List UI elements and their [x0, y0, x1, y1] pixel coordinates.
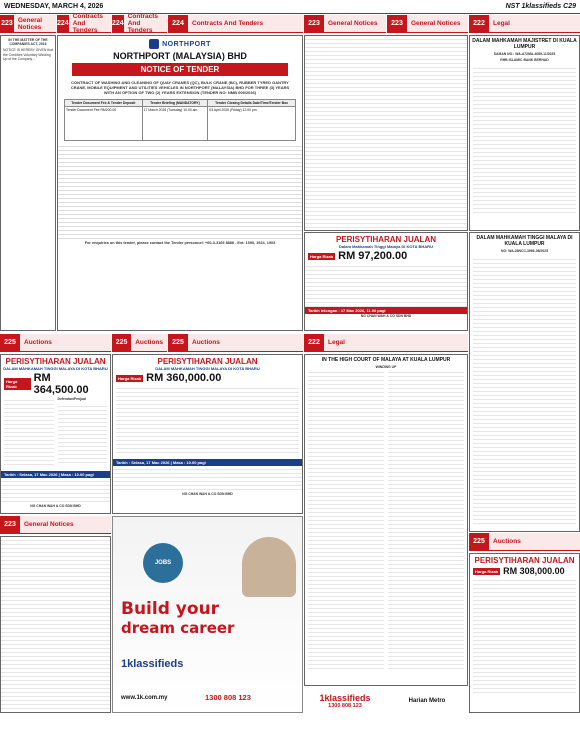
- section-number: 225: [112, 334, 131, 351]
- section-header: [304, 334, 468, 352]
- section-header: [168, 334, 303, 352]
- auction-title: PERISYTIHARAN JUALAN: [474, 556, 575, 565]
- section-number: 223: [0, 516, 20, 533]
- section-label: General Notices: [17, 16, 43, 31]
- page-header: [0, 0, 580, 14]
- general-notice: [304, 35, 468, 231]
- section-number: 223: [387, 15, 407, 32]
- section-label: Legal: [493, 20, 510, 27]
- section-label: Auctions: [135, 339, 163, 346]
- section-label: Contracts And Tenders: [127, 13, 159, 34]
- auction-details: [116, 385, 299, 455]
- section-number: 222: [304, 334, 324, 351]
- promo-headline: dream career: [121, 619, 235, 637]
- notice-body: NOTICE IS HEREBY GIVEN that the Creditors Voluntary Winding Up of the Company...: [3, 48, 53, 61]
- table-header: Tender Closing Details Date/Time/Tender Box: [208, 100, 296, 107]
- legal-title: IN THE HIGH COURT OF MALAYA AT KUALA LUMPUR: [321, 357, 451, 363]
- brand-text: 1klassifieds: [319, 692, 371, 703]
- reserve-price: [470, 565, 579, 577]
- promo-headline: Build your: [121, 599, 220, 619]
- section-number: 224: [168, 15, 188, 32]
- auction-subtitle: Dalam Mahkamah Tinggi Malaya Di KOTA BHARU: [339, 244, 433, 249]
- logo-text: NORTHPORT: [162, 40, 211, 48]
- tender-description: CONTRACT OF WASHING AND CLEANING OF QUAY CRANES (QC), BULK CRANE (BC), RUBBER TYRED GANTRY CRANE, MOBILE EQUIPMENT AND UTILITIES VEHICLES IN NORTHPORT (MALAYSIA) BHD FOR THREE (3) YEARS WITH AN OPTION OF TWO (2) YEARS EXTENSION (TENDER NO: NMB 009/2026): [70, 80, 290, 95]
- section-label: Auctions: [24, 339, 52, 346]
- auctioneer: NG CHAN WAH & CO SDN BHD: [360, 314, 412, 318]
- publication-name: NST 1klassifieds C29: [505, 3, 576, 10]
- section-number: 222: [469, 15, 489, 32]
- section-label: Contracts And Tenders: [72, 13, 104, 34]
- legal-notice: [469, 232, 580, 532]
- brand-text: 1klassifieds: [121, 658, 184, 670]
- price-label: Harga Rizab: [4, 378, 31, 390]
- section-label: General Notices: [411, 20, 461, 27]
- auction-title: PERISYTIHARAN JUALAN: [335, 235, 436, 244]
- tender-title: NOTICE OF TENDER: [72, 63, 288, 76]
- footer-brand: [304, 688, 386, 713]
- brand-phone: 1300 808 123: [328, 702, 362, 709]
- legal-title: DALAM MAHKAMAH TINGGI MALAYA DI KUALA LUMPUR: [476, 235, 573, 247]
- auction-notice: [0, 354, 111, 514]
- section-header: [0, 334, 111, 352]
- auction-date: Tarikh : Selasa, 17 Mac 2026 | Masa : 10.00 pagi: [113, 459, 302, 466]
- price-value: RM 360,000.00: [146, 372, 222, 384]
- section-header: [0, 15, 56, 33]
- plaintiff: RHB ISLAMIC BANK BERHAD: [500, 58, 549, 63]
- section-label: Contracts And Tenders: [192, 20, 264, 27]
- section-number: 223: [0, 15, 14, 32]
- price-value: RM 364,500.00: [33, 372, 89, 396]
- section-header: [57, 15, 111, 33]
- legal-body: [473, 65, 576, 215]
- section-header: [0, 516, 111, 534]
- auction-subtitle: DALAM MAHKAMAH TINGGI MALAYA DI KOTA BHARU: [3, 366, 108, 371]
- auction-terms: [113, 466, 302, 492]
- section-label: Legal: [328, 339, 345, 346]
- defendant-label: Defendan/Penjual: [57, 397, 86, 401]
- table-header: Tender Briefing (MANDATORY): [142, 100, 208, 107]
- section-label: General Notices: [24, 521, 74, 528]
- tender-enquiry: For enquiries on this tender, please contact the Tender personnel: +60-3-3169 8888 - Ext: 1090, 1924, 1903: [84, 241, 276, 245]
- promo-banner[interactable]: [112, 516, 303, 713]
- auction-date: Tarikh lelongan : 17 Mac 2026, 11.00 pagi: [305, 307, 467, 314]
- section-label: General Notices: [328, 20, 378, 27]
- auction-title: PERISYTIHARAN JUALAN: [5, 357, 106, 366]
- tender-table: [64, 99, 296, 141]
- auction-notice: [112, 354, 303, 514]
- section-number: 225: [0, 334, 20, 351]
- section-label: Auctions: [493, 538, 521, 545]
- auctioneer: NG CHAN WAH & CO SDN BHD: [182, 492, 233, 496]
- reserve-price: [305, 249, 467, 263]
- section-header: [112, 334, 167, 352]
- reserve-price: [1, 371, 110, 397]
- general-notice: [0, 536, 111, 713]
- table-cell: 03 April 2026 (Friday) 12.00 pm: [208, 107, 296, 141]
- section-header: [168, 15, 303, 33]
- auction-title: PERISYTIHARAN JUALAN: [157, 357, 258, 366]
- company-logo: [58, 39, 302, 49]
- auction-notice: [469, 553, 580, 713]
- price-value: RM 308,000.00: [503, 566, 565, 576]
- price-label: Harga Rizab: [310, 253, 334, 259]
- reserve-price: [113, 371, 302, 385]
- section-label: Auctions: [192, 339, 220, 346]
- table-cell: 17 March 2026 (Tuesday) 10.00 am: [142, 107, 208, 141]
- auction-terms: [1, 478, 110, 504]
- promo-phone[interactable]: 1300 808 123: [205, 693, 251, 702]
- legal-title: DALAM MAHKAMAH MAJISTRET DI KUALA LUMPUR: [472, 38, 577, 50]
- legal-notice: [304, 354, 468, 686]
- brand-logo: [121, 654, 183, 671]
- legal-body: [305, 369, 467, 669]
- case-number: NO: WA-28NCC-3966-08/2025: [501, 249, 548, 253]
- case-number: SAMAN NO.: WA-A72MA-4089-11/2025: [493, 52, 556, 56]
- auction-details: [305, 263, 467, 307]
- section-header: [304, 15, 386, 33]
- legal-notice: [469, 35, 580, 231]
- section-header: [387, 15, 468, 33]
- promo-url[interactable]: www.1k.com.my: [121, 695, 168, 701]
- section-number: 224: [57, 15, 69, 32]
- price-value: RM 97,200.00: [338, 250, 408, 262]
- notice-title: IN THE MATTER OF THE COMPANIES ACT, 2016: [8, 38, 48, 47]
- auction-details: [1, 397, 110, 467]
- price-label: Harga Rizab: [118, 375, 142, 381]
- partner-text: Harian Metro: [408, 697, 446, 704]
- northport-logo-icon: [149, 39, 159, 49]
- table-cell: Tender Document Fee RM200.00: [65, 107, 143, 141]
- auction-subtitle: DALAM MAHKAMAH TINGGI MALAYA DI KOTA BHARU: [155, 366, 260, 371]
- auction-details: [473, 577, 576, 695]
- legal-body: [473, 256, 576, 524]
- section-number: 224: [112, 15, 124, 32]
- auction-notice: [304, 232, 468, 331]
- section-number: 225: [168, 334, 188, 351]
- case-type: WINDING UP: [375, 365, 397, 369]
- general-notice: [0, 35, 56, 331]
- jobs-icon: JOBS: [143, 543, 183, 583]
- table-header: Tender Document Fee & Tender Deposit: [65, 100, 143, 107]
- price-label: Harga Rizab: [475, 568, 499, 574]
- section-header: [112, 15, 167, 33]
- section-header: [469, 533, 580, 551]
- company-name: NORTHPORT (MALAYSIA) BHD: [113, 51, 247, 61]
- tender-conditions: [58, 143, 302, 239]
- tender-notice: [57, 35, 303, 331]
- page-date: WEDNESDAY, MARCH 4, 2026: [4, 3, 104, 10]
- section-number: 223: [304, 15, 324, 32]
- person-image: [242, 537, 296, 597]
- section-header: [469, 15, 580, 33]
- section-number: 225: [469, 533, 489, 550]
- partner-logos: [386, 688, 468, 713]
- auction-date: Tarikh : Selasa, 17 Mac 2026 | Masa : 10.00 pagi: [1, 471, 110, 478]
- auctioneer: NG CHAN WAH & CO SDN BHD: [30, 504, 81, 508]
